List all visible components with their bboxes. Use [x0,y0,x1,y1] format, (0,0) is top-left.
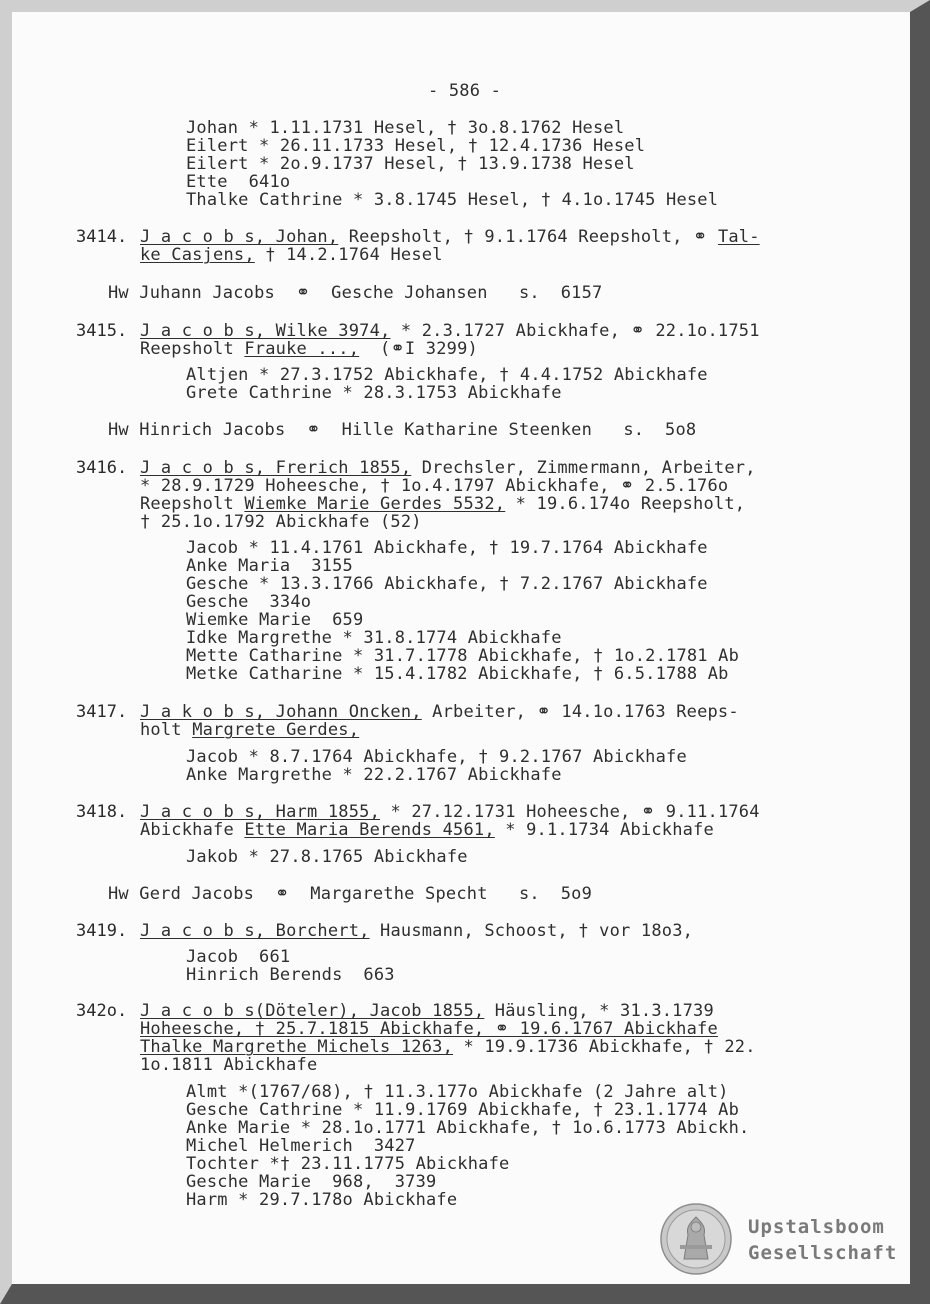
child-line: Gesche * 13.3.1766 Abickhafe, † 7.2.1767 Abickhafe [186,574,708,594]
entry-detail: Abickhafe [140,820,245,840]
child-line: Thalke Cathrine * 3.8.1745 Hesel, † 4.1o.1745 Hesel [186,190,719,210]
entry-detail: * 19.9.1736 Abickhafe, † 22. [453,1037,756,1057]
entry-number: 3418. [76,802,128,822]
child-line: Eilert * 26.11.1733 Hesel, † 12.4.1736 Hesel [186,136,646,156]
entry-3420-line1 [140,1002,714,1020]
entry-3420-line2: Hoheesche, † 25.7.1815 Abickhafe, ⚭ 19.6.1767 Abickhafe [140,1019,718,1039]
child-line: Anke Maria 3155 [186,556,353,576]
seal-icon [660,1203,732,1275]
entry-name: J a c o b s, Borchert, [140,921,370,941]
entry-detail: * 9.1.1734 Abickhafe [494,820,714,840]
child-line: Anke Marie * 28.1o.1771 Abickhafe, † 1o.6.1773 Abickh. [186,1118,750,1138]
spouse-name: Margrete Gerdes, [192,720,360,740]
spouse-name: Wiemke Marie Gerdes 5532, [244,494,506,514]
child-line: Anke Margrethe * 22.2.1767 Abickhafe [186,765,562,785]
entry-detail: Reepsholt, † 9.1.1764 Reepsholt, ⚭ [338,227,718,247]
entry-detail: * 27.12.1731 Hoheesche, ⚭ 9.11.1764 [380,802,760,822]
entry-detail: Reepsholt [140,339,245,359]
entry-3414-line1 [140,228,760,246]
entry-3419-line1 [140,922,693,940]
entry-number: 3415. [76,321,128,341]
entry-3416-line1 [140,459,756,477]
child-line: Metke Catharine * 15.4.1782 Abickhafe, † 6.5.1788 Ab [186,664,729,684]
child-line: Ette 641o [186,172,291,192]
child-line: Eilert * 2o.9.1737 Hesel, † 13.9.1738 Hesel [186,154,635,174]
entry-3420-line4: 1o.1811 Abickhafe [140,1055,318,1075]
entry-3420-line3 [140,1038,756,1056]
spouse-name: Ette Maria Berends 4561, [244,820,495,840]
entry-3416-line3 [140,495,745,513]
logo-line2: Gesellschaft [748,1242,898,1264]
entry-detail: holt [140,720,193,740]
child-line: Jacob 661 [186,947,291,967]
hw-line: Hw Gerd Jacobs ⚭ Margarethe Specht s. 5o9 [108,884,593,904]
entry-name: J a k o b s, Johann Oncken, [140,702,422,722]
hw-line: Hw Juhann Jacobs ⚭ Gesche Johansen s. 6157 [108,283,603,303]
entry-name: J a c o b s, Harm 1855, [140,802,381,822]
logo-line1: Upstalsboom [748,1216,885,1238]
entry-detail: Drechsler, Zimmermann, Arbeiter, [411,458,756,478]
spouse-name: Thalke Margrethe Michels 1263, [140,1037,454,1057]
entry-detail: † 14.2.1764 Hesel [254,245,443,265]
spouse-name: Frauke ..., [244,339,360,359]
page-number: - 586 - [428,81,502,101]
child-line: Johan * 1.11.1731 Hesel, † 3o.8.1762 Hesel [186,118,625,138]
entry-number: 342o. [76,1001,128,1021]
entry-number: 3416. [76,458,128,478]
child-line: Altjen * 27.3.1752 Abickhafe, † 4.4.1752 Abickhafe [186,365,708,385]
entry-detail: * 2.3.1727 Abickhafe, ⚭ 22.1o.1751 [390,321,760,341]
spouse-name: Tal- [717,227,760,247]
entry-detail: * 19.6.174o Reepsholt, [505,494,746,514]
entry-detail: Hausmann, Schoost, † vor 18o3, [369,921,694,941]
child-line: Harm * 29.7.178o Abickhafe [186,1190,458,1210]
entry-3415-line2 [140,340,478,358]
entry-name: J a c o b s, Wilke 3974, [140,321,391,341]
entry-detail: Arbeiter, ⚭ 14.1o.1763 Reeps- [421,702,739,722]
child-line: Gesche Cathrine * 11.9.1769 Abickhafe, † 23.1.1774 Ab [186,1100,740,1120]
entry-number: 3417. [76,702,128,722]
child-line: Jacob * 8.7.1764 Abickhafe, † 9.2.1767 Abickhafe [186,747,687,767]
entry-number: 3419. [76,921,128,941]
entry-name: J a c o b s(Döteler), Jacob 1855, [140,1001,485,1021]
child-line: Idke Margrethe * 31.8.1774 Abickhafe [186,628,562,648]
entry-3417-line2 [140,721,359,739]
child-line: Mette Catharine * 31.7.1778 Abickhafe, † 1o.2.1781 Ab [186,646,740,666]
entry-3416-line2: * 28.9.1729 Hoheesche, † 1o.4.1797 Abickhafe, ⚭ 2.5.176o [140,476,729,496]
child-line: Gesche Marie 968, 3739 [186,1172,437,1192]
spouse-name: ke Casjens, [140,245,255,265]
child-line: Hinrich Berends 663 [186,965,395,985]
child-line: Gesche 334o [186,592,312,612]
entry-3418-line1 [140,803,760,821]
entry-3415-line1 [140,322,760,340]
child-line: Wiemke Marie 659 [186,610,364,630]
entry-3417-line1 [140,703,739,721]
entry-3414-line2 [140,246,443,264]
child-line: Tochter *† 23.11.1775 Abickhafe [186,1154,510,1174]
entry-detail: Häusling, * 31.3.1739 [484,1001,714,1021]
child-line: Jacob * 11.4.1761 Abickhafe, † 19.7.1764 Abickhafe [186,538,708,558]
child-line: Jakob * 27.8.1765 Abickhafe [186,847,468,867]
child-line: Grete Cathrine * 28.3.1753 Abickhafe [186,383,562,403]
entry-3416-line4: † 25.1o.1792 Abickhafe (52) [140,512,422,532]
entry-name: J a c o b s, Johan, [140,227,339,247]
entry-detail: (⚭I 3299) [359,339,478,359]
child-line: Michel Helmerich 3427 [186,1136,416,1156]
hw-line: Hw Hinrich Jacobs ⚭ Hille Katharine Steenken s. 5o8 [108,420,697,440]
child-line: Almt *(1767/68), † 11.3.177o Abickhafe (2 Jahre alt) [186,1082,729,1102]
entry-number: 3414. [76,227,128,247]
entry-3418-line2 [140,821,714,839]
entry-name: J a c o b s, Frerich 1855, [140,458,412,478]
entry-detail: Reepsholt [140,494,245,514]
